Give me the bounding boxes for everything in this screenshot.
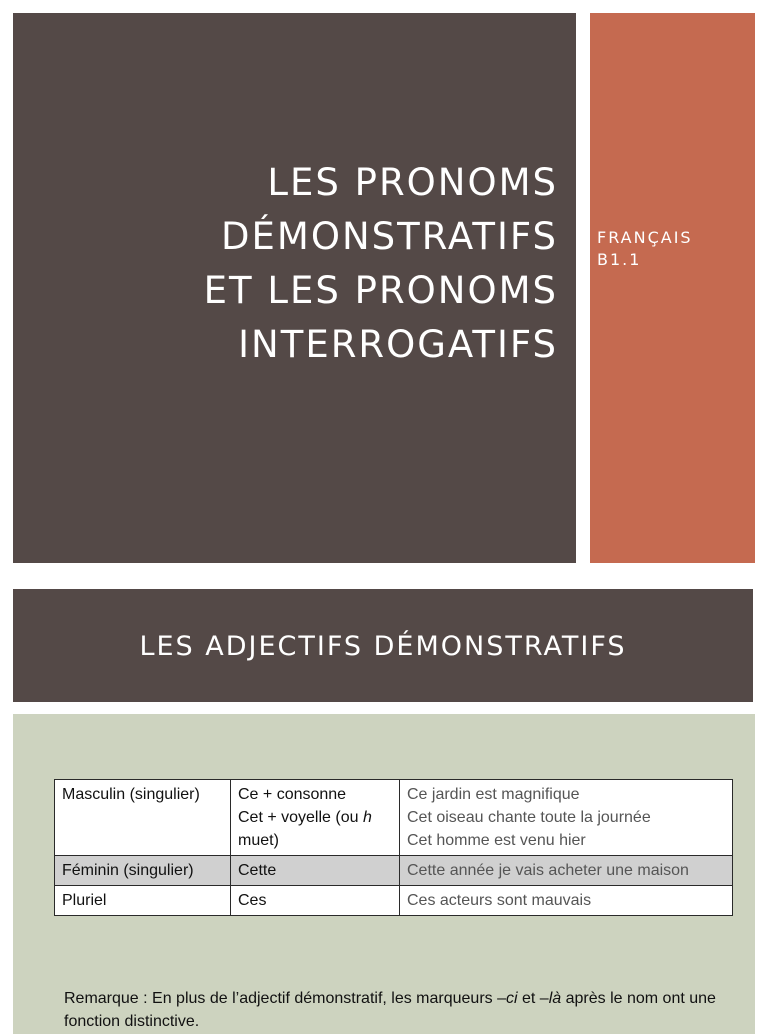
remark-part: Remarque : En plus de l’adjectif démonstratif, les marqueurs – [64, 990, 506, 1007]
table-row [55, 780, 733, 856]
main-title [18, 156, 558, 372]
table-row [55, 856, 733, 886]
form-cell: Cette [231, 856, 400, 886]
section-header-slide [13, 589, 753, 702]
main-title-line: INTERROGATIFS [238, 323, 558, 366]
category-cell: Masculin (singulier) [55, 780, 231, 856]
subtitle [597, 227, 693, 271]
example-cell [400, 780, 733, 856]
main-title-line: LES PRONOMS [267, 161, 558, 204]
content-slide [13, 714, 755, 1034]
category-cell: Féminin (singulier) [55, 856, 231, 886]
form-cell [231, 780, 400, 856]
remark-part: après le nom ont une fonction distinctive. [64, 990, 716, 1030]
form-line: Ce + consonne [238, 786, 347, 803]
form-text: Cet + voyelle (ou [238, 809, 363, 826]
remark-italic-ci: ci [506, 990, 518, 1007]
main-title-line: DÉMONSTRATIFS [221, 215, 558, 258]
demonstrative-adjectives-table [54, 779, 733, 916]
example-cell: Ces acteurs sont mauvais [400, 886, 733, 916]
example-line: Ce jardin est magnifique [407, 786, 580, 803]
example-cell: Cette année je vais acheter une maison [400, 856, 733, 886]
remark-part: et – [517, 990, 549, 1007]
title-slide-main-panel [13, 13, 576, 563]
title-slide-accent-panel [590, 13, 755, 563]
form-cell: Ces [231, 886, 400, 916]
remark-italic-la: là [548, 990, 562, 1007]
remark-text [64, 987, 736, 1033]
subtitle-line: B1.1 [597, 250, 642, 269]
form-line [238, 806, 392, 852]
form-text: muet) [238, 832, 279, 849]
category-cell: Pluriel [55, 886, 231, 916]
example-line: Cet oiseau chante toute la journée [407, 809, 651, 826]
subtitle-line: FRANÇAIS [597, 228, 693, 247]
form-italic-h: h [362, 809, 372, 826]
main-title-line: ET LES PRONOMS [203, 269, 558, 312]
section-title: LES ADJECTIFS DÉMONSTRATIFS [139, 631, 627, 662]
example-line: Cet homme est venu hier [407, 832, 586, 849]
table-row [55, 886, 733, 916]
